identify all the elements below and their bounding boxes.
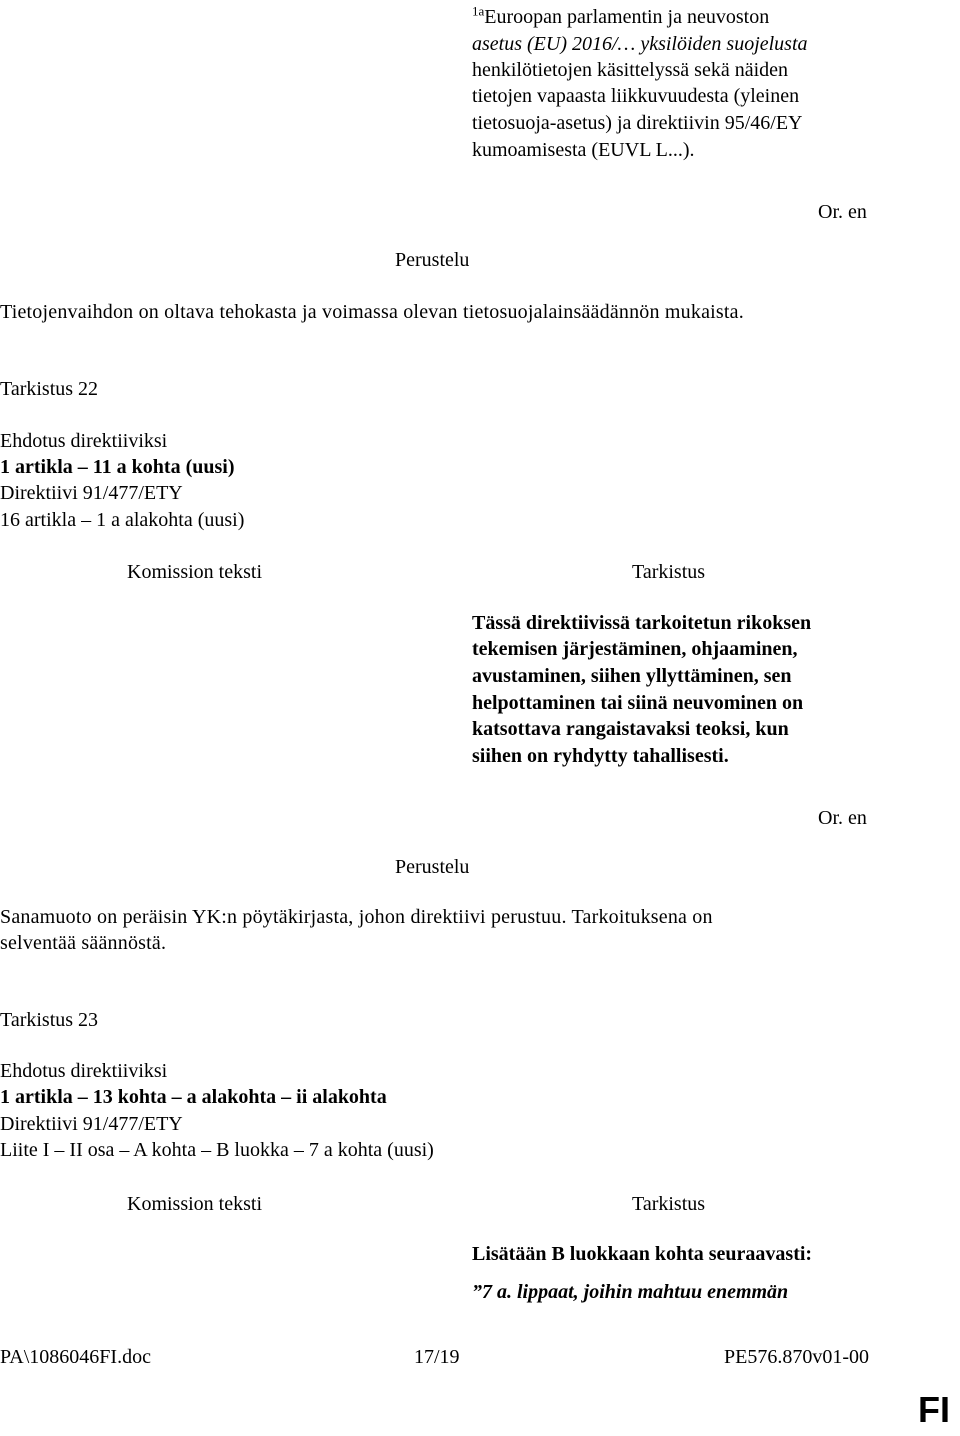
directive-reference: Direktiivi 91/477/ETY [0, 1113, 183, 1135]
footer-page-number: 17/19 [414, 1346, 460, 1368]
justification-heading: Perustelu [395, 249, 470, 271]
amendment-intro-text: Lisätään B luokkaan kohta seuraavasti: [472, 1243, 813, 1265]
footnote-line: Euroopan parlamentin ja neuvoston [484, 6, 770, 28]
proposal-heading: Ehdotus direktiiviksi [0, 1060, 168, 1082]
amendment-title: Tarkistus 23 [0, 1009, 99, 1031]
amendment-quote-text: ”7 a. lippaat, joihin mahtuu enemmän [472, 1281, 789, 1303]
footer-language-code: FI [918, 1389, 950, 1430]
amendment-text-line: Tässä direktiivissä tarkoitetun rikoksen [472, 612, 812, 634]
amendment-text-line: tekemisen järjestäminen, ohjaaminen, [472, 638, 798, 660]
commission-text-heading: Komission teksti [127, 561, 263, 583]
directive-reference: Direktiivi 91/477/ETY [0, 482, 183, 504]
footnote-first-line [472, 4, 769, 30]
footnote-marker: 1a [472, 3, 485, 19]
footer-doc-reference: PA\1086046FI.doc [0, 1346, 151, 1368]
footnote-line: kumoamisesta (EUVL L...). [472, 139, 695, 161]
justification-heading: Perustelu [395, 856, 470, 878]
footnote-line: tietosuoja-asetus) ja direktiivin 95/46/EY [472, 112, 803, 134]
footnote-line: tietojen vapaasta liikkuvuudesta (yleinen [472, 85, 800, 107]
amendment-column-heading: Tarkistus [632, 561, 706, 583]
amendment-text-line: siihen on ryhdytty tahallisesti. [472, 745, 729, 767]
directive-article-reference: 16 artikla – 1 a alakohta (uusi) [0, 509, 245, 531]
amendment-column-heading: Tarkistus [632, 1193, 706, 1215]
original-language-label: Or. en [818, 807, 867, 829]
amendment-text-line: helpottaminen tai siinä neuvominen on [472, 692, 804, 714]
commission-text-heading: Komission teksti [127, 1193, 263, 1215]
article-reference: 1 artikla – 11 a kohta (uusi) [0, 456, 235, 478]
amendment-title: Tarkistus 22 [0, 378, 99, 400]
article-reference: 1 artikla – 13 kohta – a alakohta – ii alakohta [0, 1086, 387, 1108]
footer-pe-reference: PE576.870v01-00 [724, 1346, 869, 1368]
amendment-text-line: katsottava rangaistavaksi teoksi, kun [472, 718, 789, 740]
original-language-label: Or. en [818, 201, 867, 223]
justification-text-line: selventää säännöstä. [0, 932, 167, 954]
directive-annex-reference: Liite I – II osa – A kohta – B luokka – 7 a kohta (uusi) [0, 1139, 434, 1161]
amendment-text-line: avustaminen, siihen yllyttäminen, sen [472, 665, 792, 687]
footnote-line: asetus (EU) 2016/… yksilöiden suojelusta [472, 33, 808, 55]
justification-text-line: Sanamuoto on peräisin YK:n pöytäkirjasta, johon direktiivi perustuu. Tarkoituksena on [0, 906, 713, 928]
proposal-heading: Ehdotus direktiiviksi [0, 430, 168, 452]
justification-text: Tietojenvaihdon on oltava tehokasta ja voimassa olevan tietosuojalainsäädännön mukaista. [0, 301, 744, 323]
footnote-line: henkilötietojen käsittelyssä sekä näiden [472, 59, 789, 81]
